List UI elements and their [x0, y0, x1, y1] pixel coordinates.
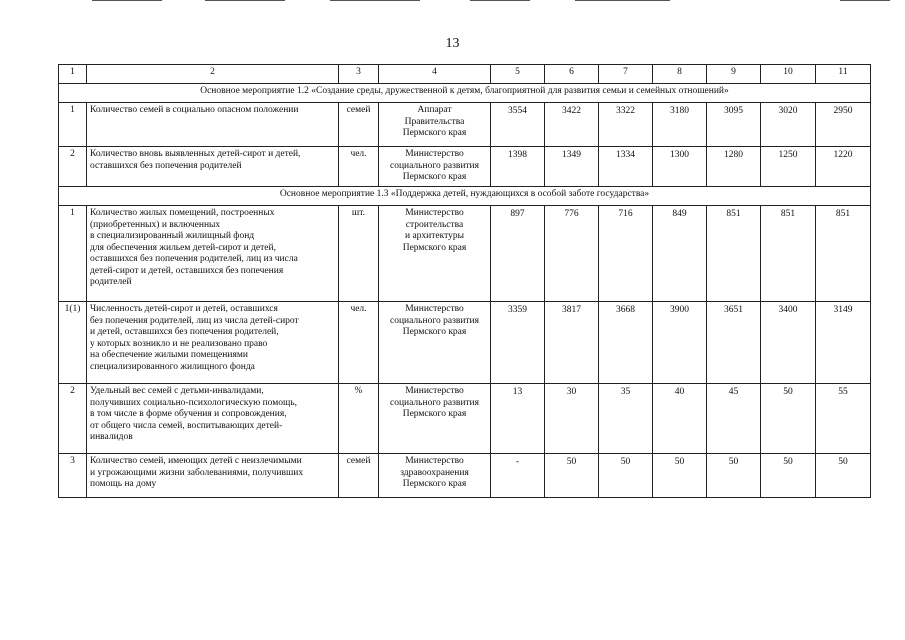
indicator-name [87, 454, 339, 498]
value-cell: 50 [761, 384, 816, 454]
scan-edge-line [840, 0, 890, 1]
value-cell: 3149 [816, 302, 871, 384]
value-cell: 3900 [653, 302, 707, 384]
row-number: 2 [59, 147, 87, 187]
value-cell: 1334 [599, 147, 653, 187]
value-cell: 3180 [653, 103, 707, 147]
indicator-line: оставшихся без попечения родителей [90, 160, 242, 171]
value-cell: 3322 [599, 103, 653, 147]
value-cell: 50 [653, 454, 707, 498]
value-cell: 35 [599, 384, 653, 454]
table-row [59, 302, 871, 384]
value-cell: 50 [599, 454, 653, 498]
indicator-line: Количество семей в социально опасном положении [90, 105, 299, 115]
unit-cell: семей [339, 103, 379, 147]
indicator-name [87, 206, 339, 302]
value-cell: 50 [816, 454, 871, 498]
column-number: 8 [653, 65, 707, 84]
section-row [59, 84, 871, 103]
executor-line: Аппарат [417, 105, 452, 115]
indicator-name [87, 384, 339, 454]
scan-edge-line [575, 0, 670, 1]
column-number: 3 [339, 65, 379, 84]
column-number: 7 [599, 65, 653, 84]
value-cell: 3359 [491, 302, 545, 384]
executor-cell [379, 454, 491, 498]
value-cell: 1300 [653, 147, 707, 187]
executor-line: Министерство [405, 304, 464, 314]
row-number: 1(1) [59, 302, 87, 384]
executor-line: Пермского края [402, 172, 467, 182]
scan-edge-line [205, 0, 285, 1]
indicator-line: на обеспечение жилыми помещениями [90, 350, 248, 360]
executor-line: социального развития [389, 160, 480, 171]
value-cell: 2950 [816, 103, 871, 147]
indicator-line: родителей [90, 277, 132, 287]
executor-line: Пермского края [402, 242, 467, 253]
value-cell: 3651 [707, 302, 761, 384]
value-cell: 45 [707, 384, 761, 454]
value-cell: 1398 [491, 147, 545, 187]
indicator-line: оставшихся без попечения родителей, лиц из числа [90, 254, 298, 264]
value-cell: 3817 [545, 302, 599, 384]
indicator-line: Численность детей-сирот и детей, оставшихся [90, 304, 278, 314]
executor-line: Пермского края [402, 327, 467, 337]
value-cell: 30 [545, 384, 599, 454]
executor-line: и архитектуры [404, 231, 465, 241]
indicator-line: и угрожающими жизни заболеваниями, получивших [90, 467, 304, 478]
indicator-line: и детей, оставшихся без попечения родителей, [90, 327, 279, 337]
value-cell: - [491, 454, 545, 498]
row-number: 3 [59, 454, 87, 498]
column-number: 6 [545, 65, 599, 84]
table-row [59, 384, 871, 454]
scan-edge-line [470, 0, 530, 1]
indicator-line: Количество вновь выявленных детей-сирот и детей, [90, 149, 301, 159]
column-number: 5 [491, 65, 545, 84]
indicator-line: помощь на дому [90, 479, 157, 489]
value-cell: 13 [491, 384, 545, 454]
value-cell: 851 [707, 206, 761, 302]
indicator-line: (приобретенных) и включенных [90, 219, 221, 230]
executor-line: Министерство [405, 149, 464, 159]
value-cell: 1349 [545, 147, 599, 187]
column-number: 2 [87, 65, 339, 84]
row-number: 2 [59, 384, 87, 454]
value-cell: 3095 [707, 103, 761, 147]
indicator-line: для обеспечения жильем детей-сирот и детей, [90, 242, 276, 253]
value-cell: 3400 [761, 302, 816, 384]
indicator-name [87, 302, 339, 384]
value-cell: 1220 [816, 147, 871, 187]
value-cell: 50 [545, 454, 599, 498]
executor-line: здравоохранения [400, 467, 469, 478]
value-cell: 50 [761, 454, 816, 498]
indicator-line: Удельный вес семей с детьми-инвалидами, [90, 386, 264, 396]
indicator-name [87, 147, 339, 187]
table-row [59, 206, 871, 302]
table-row [59, 103, 871, 147]
indicator-line: Количество семей, имеющих детей с неизлечимыми [90, 456, 302, 466]
indicator-line: в том числе в форме обучения и сопровождения, [90, 409, 287, 419]
value-cell: 1280 [707, 147, 761, 187]
page-number: 13 [445, 36, 460, 51]
section-row [59, 187, 871, 206]
executor-line: социального развития [389, 397, 480, 408]
unit-cell: шт. [339, 206, 379, 302]
executor-line: Министерство [405, 208, 464, 218]
value-cell: 3422 [545, 103, 599, 147]
indicator-line: в специализированный жилищный фонд [90, 231, 255, 241]
value-cell: 776 [545, 206, 599, 302]
value-cell: 50 [707, 454, 761, 498]
indicator-line: детей-сирот и детей, оставшихся без попечения [90, 265, 284, 276]
executor-line: строительства [405, 219, 464, 230]
indicator-line: без попечения родителей, лиц из числа детей-сирот [90, 315, 299, 326]
value-cell: 40 [653, 384, 707, 454]
unit-cell: семей [339, 454, 379, 498]
value-cell: 55 [816, 384, 871, 454]
value-cell: 849 [653, 206, 707, 302]
unit-cell: % [339, 384, 379, 454]
executor-line: Пермского края [402, 479, 467, 489]
column-number: 11 [816, 65, 871, 84]
executor-cell [379, 206, 491, 302]
value-cell: 3668 [599, 302, 653, 384]
indicator-line: специализированного жилищного фонда [90, 361, 255, 372]
section-title: Основное мероприятие 1.3 «Поддержка детей, нуждающихся в особой заботе государства» [59, 187, 871, 206]
table-body [59, 65, 871, 498]
column-number: 9 [707, 65, 761, 84]
indicator-line: Количество жилых помещений, построенных [90, 208, 275, 218]
section-title: Основное мероприятие 1.2 «Создание среды, дружественной к детям, благоприятной для развития семьи и семейных отношений» [59, 84, 871, 103]
indicator-line: у которых возникло и не реализовано право [90, 338, 268, 349]
value-cell: 851 [816, 206, 871, 302]
indicators-table [58, 64, 871, 498]
column-number: 10 [761, 65, 816, 84]
indicator-line: инвалидов [90, 432, 133, 442]
scan-edge-line [330, 0, 420, 1]
column-number-header-row [59, 65, 871, 84]
executor-line: Пермского края [402, 409, 467, 419]
scan-edge-line [92, 0, 162, 1]
indicator-name [87, 103, 339, 147]
row-number: 1 [59, 103, 87, 147]
executor-cell [379, 302, 491, 384]
value-cell: 3554 [491, 103, 545, 147]
value-cell: 3020 [761, 103, 816, 147]
column-number: 1 [59, 65, 87, 84]
executor-line: Пермского края [402, 128, 467, 138]
unit-cell: чел. [339, 147, 379, 187]
executor-line: Министерство [405, 456, 464, 466]
table-row [59, 454, 871, 498]
indicator-line: получивших социально-психологическую помощь, [90, 397, 298, 408]
executor-line: Правительства [404, 116, 465, 127]
value-cell: 897 [491, 206, 545, 302]
executor-cell [379, 103, 491, 147]
executor-line: Министерство [405, 386, 464, 396]
column-number: 4 [379, 65, 491, 84]
value-cell: 716 [599, 206, 653, 302]
executor-cell [379, 384, 491, 454]
executor-line: социального развития [389, 315, 480, 326]
unit-cell: чел. [339, 302, 379, 384]
executor-cell [379, 147, 491, 187]
row-number: 1 [59, 206, 87, 302]
value-cell: 1250 [761, 147, 816, 187]
value-cell: 851 [761, 206, 816, 302]
table-row [59, 147, 871, 187]
indicator-line: от общего числа семей, воспитывающих детей- [90, 420, 283, 431]
